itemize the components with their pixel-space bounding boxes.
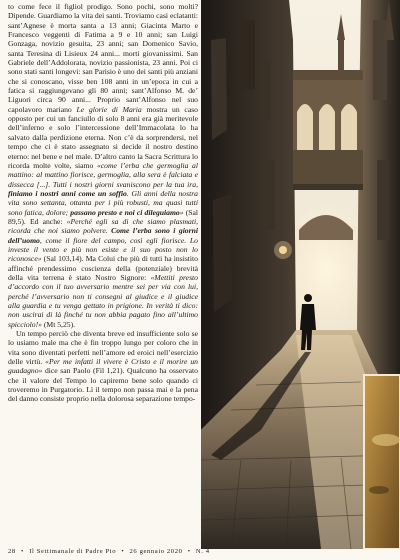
page-number: 28 xyxy=(8,548,16,555)
alley-photo xyxy=(201,0,400,549)
issue-date: 26 gennaio 2020 xyxy=(129,548,183,555)
emphasis-text: Come l’erba sono i giorni dell’uomo xyxy=(8,226,198,245)
footer-bullet: • xyxy=(21,548,24,555)
italic-quote: «Perché egli sa di che siamo plasmati, ricorda che noi siamo polvere. xyxy=(8,216,198,236)
article-body xyxy=(8,2,198,404)
body-text: (Sal 103,14). Ma Colui che più di tutti ha insistito affinché prendessimo coscienza della (potenziale) brevità della vita terrena è stato Nostro Signore: xyxy=(8,254,198,282)
magazine-title: Il Settimanale di Padre Pio xyxy=(29,548,117,555)
italic-quote: , come il fiore del campo, così egli fiorisce. Lo investe il vento e più non esiste e il suo posto non lo riconosce» xyxy=(8,235,198,264)
article-paragraph xyxy=(8,329,198,404)
article-paragraph xyxy=(8,2,198,329)
emphasis-text: passano presto e noi ci dileguiamo xyxy=(70,207,180,217)
body-text: to come fece il figliol prodigo. Sono pochi, sono molti? Dipende. Guardiamo la vita dei santi. Troviamo casi eclatanti: sant’Agnese è morta santa a 13 anni; Giacinta Marto e Francesco veggenti di Fatima a 9 e 10 anni; san Luigi Gonzaga, novizio gesuita, 23 anni; san Domenico Savio, santa Teresina di Lisieux 24 anni... morti giovanissimi. San Gabriele dell’Addolorata, novizio passionista, 23 anni. Poi ci sono stati santi longevi: san Parisio è uno dei santi più anziani che si conoscano, visse ben 108 anni in un’epoca in cui a fatica si raggiungevano gli 80 anni; sant’Alfonso M. de’ Liguori circa 90 anni... Proprio sant’Alfonso nel suo capolavoro mariano xyxy=(8,2,198,114)
issue-number: N. 4 xyxy=(195,548,210,555)
body-text: (Sal 89,5). Ed anche: xyxy=(8,207,199,226)
bold-text xyxy=(8,189,127,198)
alley-photo-icon xyxy=(201,0,400,549)
italic-quote: «come l’erba che germoglia al mattino: al mattino fiorisce, germoglia, alla sera è falciata e dissecca [...]. Tutti i nostri giorni svaniscono per la tua ira, xyxy=(8,160,198,189)
italic-quote: . Gli anni della nostra vita sono settanta, ottanta per i più robusti, ma quasi tutti sono fatica, dolore; xyxy=(8,188,198,217)
bold-text xyxy=(70,208,179,217)
italic-quote: » xyxy=(179,207,184,217)
body-text: dice san Paolo (Fil 1,21). Qualcuno ha osservato che il valore del Tempo lo capiremo bene solo quando ci troveremo in Purgatorio. Lì il tempo non passa mai e la pena del danno consiste proprio nella dolorosa separazione tempo- xyxy=(8,366,198,404)
italic-quote: Le glorie di Maria xyxy=(76,104,142,114)
italic-quote: «Per me infatti il vivere è Cristo e il morire un guadagno» xyxy=(8,357,198,376)
emphasis-text: finiamo i nostri anni come un soffio xyxy=(8,188,127,198)
footer-bullet: • xyxy=(187,548,191,555)
body-text: Un tempo perciò che diventa breve ed insufficiente solo se lo usiamo male ma che è fin troppo lungo per coloro che in vita sono diventati perfetti nell’amore ed eroici nell’esercizio delle virtù. xyxy=(8,329,198,367)
italic-quote: «Mettiti presto d’accordo con il tuo avversario mentre sei per via con lui, perché l’avversario non ti consegni al giudice e il giudice alla guardia e tu venga gettato in prigione. In verità ti dico: non uscirai di là finché tu non abbia pagato fino all’ultimo spicciolo!» xyxy=(8,272,198,329)
page-footer xyxy=(8,546,392,558)
body-text: mostra un caso opposto per cui un fanciullo di solo 8 anni era già meritevole dell’inferno e solo l’intercessione dell’Immacolata lo ha salvato dalla perdizione eterna. Non c’è da sorprendersi, nel tempo che ci è stato assegnato si decide il nostro destino eterno: nel bene e nel male. D’altro canto la Sacra Scrittura lo ricorda molte volte, siamo xyxy=(8,104,199,170)
body-text: (Mt 5,25). xyxy=(41,319,76,329)
footer-bullet: • xyxy=(121,548,125,555)
